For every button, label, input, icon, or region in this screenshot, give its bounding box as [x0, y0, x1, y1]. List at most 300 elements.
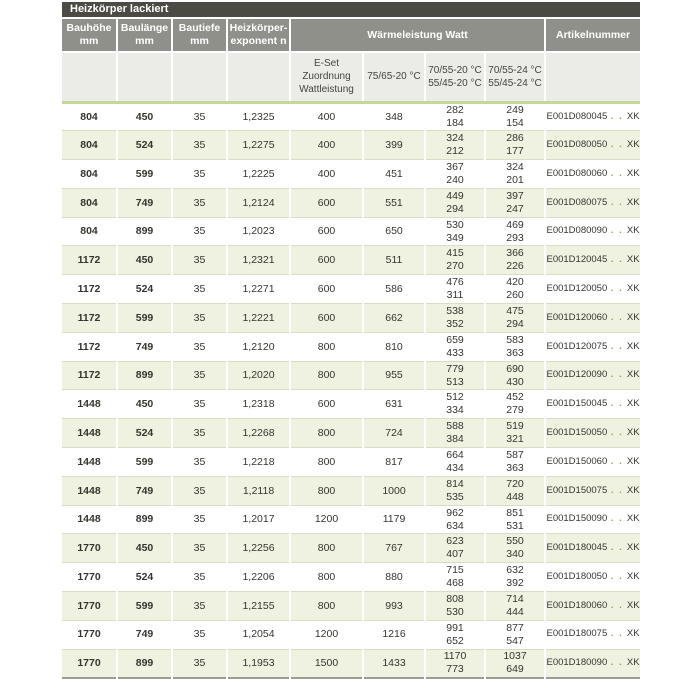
artikel-suffix: XK — [624, 398, 640, 410]
cell-eset: 600 — [290, 246, 363, 275]
cell-exponent: 1,2155 — [227, 592, 290, 621]
watt-value: 814 — [446, 477, 464, 490]
watt-value: 519 — [506, 420, 524, 433]
cell-baulaenge: 524 — [117, 563, 172, 592]
cell-bautiefe: 35 — [172, 102, 227, 131]
cell-artikelnummer — [545, 592, 640, 621]
cell-7055-24 — [485, 304, 545, 333]
cell-7055-20 — [425, 592, 485, 621]
watt-value: 434 — [446, 461, 464, 474]
cell-eset: 800 — [290, 563, 363, 592]
cell-7055-20 — [425, 131, 485, 160]
watt-value: 384 — [446, 433, 464, 446]
cell-7055-24 — [485, 246, 545, 275]
cell-bautiefe: 35 — [172, 188, 227, 217]
artikel-suffix: XK — [624, 570, 640, 582]
watt-value: 260 — [506, 289, 524, 302]
table-row — [62, 419, 640, 448]
cell-7565: 348 — [363, 102, 425, 131]
watt-value: 877 — [506, 621, 524, 634]
cell-bauhoehe: 804 — [62, 160, 117, 189]
watt-value: 397 — [506, 189, 524, 202]
subheader-empty-exponent — [227, 52, 290, 102]
cell-baulaenge: 899 — [117, 649, 172, 678]
table-row — [62, 217, 640, 246]
watt-value: 240 — [446, 173, 464, 186]
artikel-code: E001D120050 — [546, 282, 610, 294]
col-header-bautiefe: Bautiefe mm — [172, 19, 227, 52]
cell-baulaenge: 749 — [117, 188, 172, 217]
cell-7565: 810 — [363, 332, 425, 361]
cell-eset: 800 — [290, 592, 363, 621]
cell-bautiefe: 35 — [172, 476, 227, 505]
artikel-color-placeholder-dots: . . — [610, 398, 624, 410]
watt-value: 720 — [506, 477, 524, 490]
cell-7055-24 — [485, 131, 545, 160]
watt-value: 808 — [446, 592, 464, 605]
watt-value: 690 — [506, 362, 524, 375]
cell-bautiefe: 35 — [172, 534, 227, 563]
cell-7565: 724 — [363, 419, 425, 448]
watt-value: 714 — [506, 592, 524, 605]
cell-7055-20 — [425, 649, 485, 678]
cell-exponent: 1,2054 — [227, 620, 290, 649]
cell-artikelnummer — [545, 419, 640, 448]
cell-eset: 800 — [290, 332, 363, 361]
cell-baulaenge: 524 — [117, 419, 172, 448]
cell-eset: 600 — [290, 217, 363, 246]
artikel-color-placeholder-dots: . . — [610, 225, 624, 237]
cell-exponent: 1,2318 — [227, 390, 290, 419]
cell-bauhoehe: 1172 — [62, 246, 117, 275]
watt-value: 452 — [506, 391, 524, 404]
table-row — [62, 332, 640, 361]
watt-value: 201 — [506, 173, 524, 186]
watt-value: 1170 — [443, 650, 467, 663]
cell-bauhoehe: 1172 — [62, 275, 117, 304]
artikel-code: E001D080090 — [546, 225, 610, 237]
artikel-suffix: XK — [624, 282, 640, 294]
watt-value: 324 — [506, 160, 524, 173]
table-title-bar — [62, 2, 640, 17]
cell-7055-24 — [485, 649, 545, 678]
cell-7055-24 — [485, 620, 545, 649]
cell-bauhoehe: 1448 — [62, 419, 117, 448]
cell-bautiefe: 35 — [172, 649, 227, 678]
artikel-suffix: XK — [624, 628, 640, 640]
watt-value: 550 — [506, 535, 524, 548]
cell-eset: 600 — [290, 390, 363, 419]
cell-baulaenge: 749 — [117, 620, 172, 649]
cell-bautiefe: 35 — [172, 361, 227, 390]
cell-artikelnummer — [545, 160, 640, 189]
watt-value: 349 — [446, 231, 464, 244]
cell-7055-20 — [425, 534, 485, 563]
artikel-suffix: XK — [624, 455, 640, 467]
subheader-empty-bauhoehe — [62, 52, 117, 102]
cell-7055-24 — [485, 390, 545, 419]
artikel-color-placeholder-dots: . . — [610, 455, 624, 467]
watt-value: 512 — [446, 391, 464, 404]
watt-value: 991 — [446, 621, 464, 634]
watt-value: 247 — [506, 202, 524, 215]
artikel-code: E001D180045 — [546, 542, 610, 554]
cell-7055-20 — [425, 448, 485, 477]
cell-artikelnummer — [545, 476, 640, 505]
watt-value: 468 — [446, 577, 464, 590]
cell-7565: 399 — [363, 131, 425, 160]
artikel-suffix: XK — [624, 138, 640, 150]
cell-7055-20 — [425, 419, 485, 448]
table-row — [62, 448, 640, 477]
artikel-color-placeholder-dots: . . — [610, 628, 624, 640]
cell-7055-20 — [425, 476, 485, 505]
cell-7055-24 — [485, 448, 545, 477]
table-row — [62, 275, 640, 304]
cell-bauhoehe: 1448 — [62, 390, 117, 419]
cell-7055-24 — [485, 476, 545, 505]
cell-artikelnummer — [545, 563, 640, 592]
table-row — [62, 102, 640, 131]
artikel-suffix: XK — [624, 599, 640, 611]
subheader-empty-bautiefe — [172, 52, 227, 102]
cell-artikelnummer — [545, 275, 640, 304]
artikel-suffix: XK — [624, 657, 640, 669]
watt-value: 547 — [506, 634, 524, 647]
watt-value: 652 — [446, 634, 464, 647]
cell-eset: 800 — [290, 361, 363, 390]
cell-7055-20 — [425, 304, 485, 333]
watt-value: 311 — [446, 289, 464, 302]
watt-value: 715 — [446, 564, 464, 577]
table-row — [62, 505, 640, 534]
cell-bauhoehe: 1172 — [62, 332, 117, 361]
cell-eset: 1500 — [290, 649, 363, 678]
watt-value: 363 — [506, 461, 524, 474]
cell-artikelnummer — [545, 649, 640, 678]
cell-7055-24 — [485, 419, 545, 448]
watt-value: 632 — [506, 564, 524, 577]
watt-value: 249 — [506, 103, 524, 116]
cell-7055-20 — [425, 332, 485, 361]
watt-value: 476 — [446, 276, 464, 289]
cell-artikelnummer — [545, 390, 640, 419]
cell-7055-24 — [485, 563, 545, 592]
cell-baulaenge: 899 — [117, 217, 172, 246]
cell-7055-20 — [425, 505, 485, 534]
cell-baulaenge: 749 — [117, 476, 172, 505]
watt-value: 469 — [506, 218, 524, 231]
watt-value: 177 — [506, 145, 524, 158]
table-row — [62, 620, 640, 649]
artikel-suffix: XK — [624, 426, 640, 438]
table-row — [62, 649, 640, 678]
artikel-color-placeholder-dots: . . — [610, 282, 624, 294]
cell-bauhoehe: 804 — [62, 102, 117, 131]
cell-7055-20 — [425, 160, 485, 189]
cell-exponent: 1,2256 — [227, 534, 290, 563]
watt-value: 282 — [446, 103, 464, 116]
cell-7055-20 — [425, 620, 485, 649]
watt-value: 634 — [446, 519, 464, 532]
artikel-code: E001D180050 — [546, 570, 610, 582]
cell-eset: 600 — [290, 275, 363, 304]
cell-eset: 800 — [290, 448, 363, 477]
table-row — [62, 188, 640, 217]
artikel-suffix: XK — [624, 369, 640, 381]
cell-baulaenge: 599 — [117, 160, 172, 189]
watt-value: 535 — [446, 490, 464, 503]
cell-7055-24 — [485, 505, 545, 534]
cell-bautiefe: 35 — [172, 332, 227, 361]
artikel-code: E001D150050 — [546, 426, 610, 438]
cell-baulaenge: 599 — [117, 592, 172, 621]
artikel-code: E001D080075 — [546, 196, 610, 208]
watt-value: 444 — [506, 605, 524, 618]
artikel-suffix: XK — [624, 340, 640, 352]
cell-bauhoehe: 804 — [62, 217, 117, 246]
cell-7565: 880 — [363, 563, 425, 592]
cell-7055-20 — [425, 390, 485, 419]
table-body — [62, 102, 640, 678]
cell-7565: 1000 — [363, 476, 425, 505]
cell-exponent: 1,2017 — [227, 505, 290, 534]
table-row — [62, 246, 640, 275]
cell-exponent: 1,2321 — [227, 246, 290, 275]
cell-baulaenge: 450 — [117, 534, 172, 563]
cell-exponent: 1,2124 — [227, 188, 290, 217]
cell-bautiefe: 35 — [172, 419, 227, 448]
cell-bautiefe: 35 — [172, 390, 227, 419]
watt-value: 583 — [506, 333, 524, 346]
watt-value: 623 — [446, 535, 464, 548]
artikel-code: E001D150075 — [546, 484, 610, 496]
cell-bauhoehe: 1770 — [62, 563, 117, 592]
watt-value: 530 — [446, 218, 464, 231]
watt-value: 531 — [506, 519, 524, 532]
artikel-color-placeholder-dots: . . — [610, 196, 624, 208]
cell-7055-24 — [485, 592, 545, 621]
artikel-color-placeholder-dots: . . — [610, 167, 624, 179]
watt-value: 475 — [506, 304, 524, 317]
artikel-color-placeholder-dots: . . — [610, 513, 624, 525]
cell-7055-20 — [425, 361, 485, 390]
artikel-suffix: XK — [624, 225, 640, 237]
watt-value: 363 — [506, 346, 524, 359]
cell-bauhoehe: 1770 — [62, 534, 117, 563]
header-row — [62, 19, 640, 52]
cell-bauhoehe: 1448 — [62, 476, 117, 505]
artikel-suffix: XK — [624, 167, 640, 179]
artikel-code: E001D120075 — [546, 340, 610, 352]
cell-bauhoehe: 1448 — [62, 505, 117, 534]
watt-value: 538 — [446, 304, 464, 317]
cell-baulaenge: 450 — [117, 102, 172, 131]
cell-7055-24 — [485, 102, 545, 131]
cell-7055-20 — [425, 246, 485, 275]
watt-value: 293 — [506, 231, 524, 244]
cell-eset: 600 — [290, 188, 363, 217]
watt-value: 420 — [506, 276, 524, 289]
watt-value: 366 — [506, 247, 524, 260]
cell-baulaenge: 450 — [117, 246, 172, 275]
table-row — [62, 563, 640, 592]
cell-7565: 1216 — [363, 620, 425, 649]
cell-7055-20 — [425, 188, 485, 217]
watt-value: 513 — [446, 375, 464, 388]
artikel-color-placeholder-dots: . . — [610, 599, 624, 611]
artikel-code: E001D120060 — [546, 311, 610, 323]
cell-eset: 400 — [290, 160, 363, 189]
cell-7055-24 — [485, 361, 545, 390]
cell-exponent: 1,2271 — [227, 275, 290, 304]
cell-artikelnummer — [545, 620, 640, 649]
cell-exponent: 1,1953 — [227, 649, 290, 678]
artikel-code: E001D120090 — [546, 369, 610, 381]
table-row — [62, 592, 640, 621]
watt-value: 448 — [506, 490, 524, 503]
cell-bautiefe: 35 — [172, 275, 227, 304]
cell-7055-20 — [425, 275, 485, 304]
subheader-empty-artikel — [545, 52, 640, 102]
cell-7565: 817 — [363, 448, 425, 477]
cell-bauhoehe: 1770 — [62, 592, 117, 621]
artikel-color-placeholder-dots: . . — [610, 138, 624, 150]
cell-exponent: 1,2325 — [227, 102, 290, 131]
watt-value: 1037 — [503, 650, 527, 663]
cell-eset: 800 — [290, 476, 363, 505]
watt-value: 367 — [446, 160, 464, 173]
artikel-code: E001D180075 — [546, 628, 610, 640]
watt-value: 664 — [446, 448, 464, 461]
subheader-7565: 75/65-20 °C — [363, 52, 425, 102]
cell-bautiefe: 35 — [172, 246, 227, 275]
cell-bautiefe: 35 — [172, 131, 227, 160]
watt-value: 962 — [446, 506, 464, 519]
cell-baulaenge: 450 — [117, 390, 172, 419]
cell-bauhoehe: 1172 — [62, 304, 117, 333]
artikel-color-placeholder-dots: . . — [610, 657, 624, 669]
artikel-color-placeholder-dots: . . — [610, 311, 624, 323]
table-row — [62, 160, 640, 189]
artikel-color-placeholder-dots: . . — [610, 542, 624, 554]
cell-eset: 800 — [290, 534, 363, 563]
artikel-color-placeholder-dots: . . — [610, 484, 624, 496]
watt-value: 352 — [446, 317, 464, 330]
cell-artikelnummer — [545, 102, 640, 131]
cell-7055-20 — [425, 102, 485, 131]
subheader-7055-20: 70/55-20 °C 55/45-20 °C — [425, 52, 485, 102]
artikel-code: E001D150045 — [546, 398, 610, 410]
artikel-suffix: XK — [624, 542, 640, 554]
watt-value: 184 — [446, 116, 464, 129]
subheader-eset: E-Set Zuordnung Wattleistung — [290, 52, 363, 102]
table-row — [62, 131, 640, 160]
cell-baulaenge: 899 — [117, 505, 172, 534]
cell-bauhoehe: 804 — [62, 131, 117, 160]
cell-7565: 650 — [363, 217, 425, 246]
subheader-7055-24: 70/55-24 °C 55/45-24 °C — [485, 52, 545, 102]
watt-value: 270 — [446, 260, 464, 273]
col-header-exponent: Heizkörper- exponent n — [227, 19, 290, 52]
cell-7055-20 — [425, 217, 485, 246]
cell-bautiefe: 35 — [172, 160, 227, 189]
cell-exponent: 1,2120 — [227, 332, 290, 361]
cell-artikelnummer — [545, 332, 640, 361]
watt-value: 659 — [446, 333, 464, 346]
cell-bautiefe: 35 — [172, 304, 227, 333]
cell-bautiefe: 35 — [172, 217, 227, 246]
watt-value: 392 — [506, 577, 524, 590]
cell-baulaenge: 749 — [117, 332, 172, 361]
cell-bautiefe: 35 — [172, 620, 227, 649]
cell-bautiefe: 35 — [172, 592, 227, 621]
col-header-baulaenge: Baulänge mm — [117, 19, 172, 52]
artikel-suffix: XK — [624, 110, 640, 122]
artikel-suffix: XK — [624, 513, 640, 525]
artikel-suffix: XK — [624, 196, 640, 208]
cell-eset: 600 — [290, 304, 363, 333]
watt-value: 530 — [446, 605, 464, 618]
cell-exponent: 1,2020 — [227, 361, 290, 390]
cell-7055-24 — [485, 534, 545, 563]
cell-7565: 451 — [363, 160, 425, 189]
watt-value: 407 — [446, 548, 464, 561]
artikel-code: E001D080060 — [546, 167, 610, 179]
watt-value: 773 — [446, 663, 464, 676]
cell-artikelnummer — [545, 448, 640, 477]
artikel-suffix: XK — [624, 311, 640, 323]
radiator-spec-section — [62, 2, 640, 679]
table-title: Heizkörper lackiert — [70, 3, 169, 15]
cell-exponent: 1,2206 — [227, 563, 290, 592]
cell-artikelnummer — [545, 505, 640, 534]
cell-baulaenge: 524 — [117, 275, 172, 304]
cell-artikelnummer — [545, 246, 640, 275]
cell-eset: 800 — [290, 419, 363, 448]
cell-bauhoehe: 1770 — [62, 649, 117, 678]
artikel-color-placeholder-dots: . . — [610, 426, 624, 438]
watt-value: 340 — [506, 548, 524, 561]
watt-value: 294 — [506, 317, 524, 330]
artikel-color-placeholder-dots: . . — [610, 570, 624, 582]
cell-baulaenge: 899 — [117, 361, 172, 390]
cell-7565: 993 — [363, 592, 425, 621]
watt-value: 324 — [446, 132, 464, 145]
cell-exponent: 1,2218 — [227, 448, 290, 477]
col-header-waermeleistung: Wärmeleistung Watt — [290, 19, 545, 52]
artikel-code: E001D080045 — [546, 110, 610, 122]
cell-exponent: 1,2268 — [227, 419, 290, 448]
cell-7055-24 — [485, 160, 545, 189]
watt-value: 294 — [446, 202, 464, 215]
cell-bauhoehe: 1448 — [62, 448, 117, 477]
cell-eset: 1200 — [290, 505, 363, 534]
watt-value: 433 — [446, 346, 464, 359]
watt-value: 154 — [506, 116, 524, 129]
watt-value: 649 — [506, 663, 524, 676]
cell-artikelnummer — [545, 217, 640, 246]
cell-7565: 631 — [363, 390, 425, 419]
cell-baulaenge: 524 — [117, 131, 172, 160]
artikel-color-placeholder-dots: . . — [610, 369, 624, 381]
cell-7055-24 — [485, 332, 545, 361]
cell-exponent: 1,2118 — [227, 476, 290, 505]
cell-eset: 400 — [290, 131, 363, 160]
cell-7565: 586 — [363, 275, 425, 304]
cell-artikelnummer — [545, 361, 640, 390]
cell-7055-24 — [485, 188, 545, 217]
